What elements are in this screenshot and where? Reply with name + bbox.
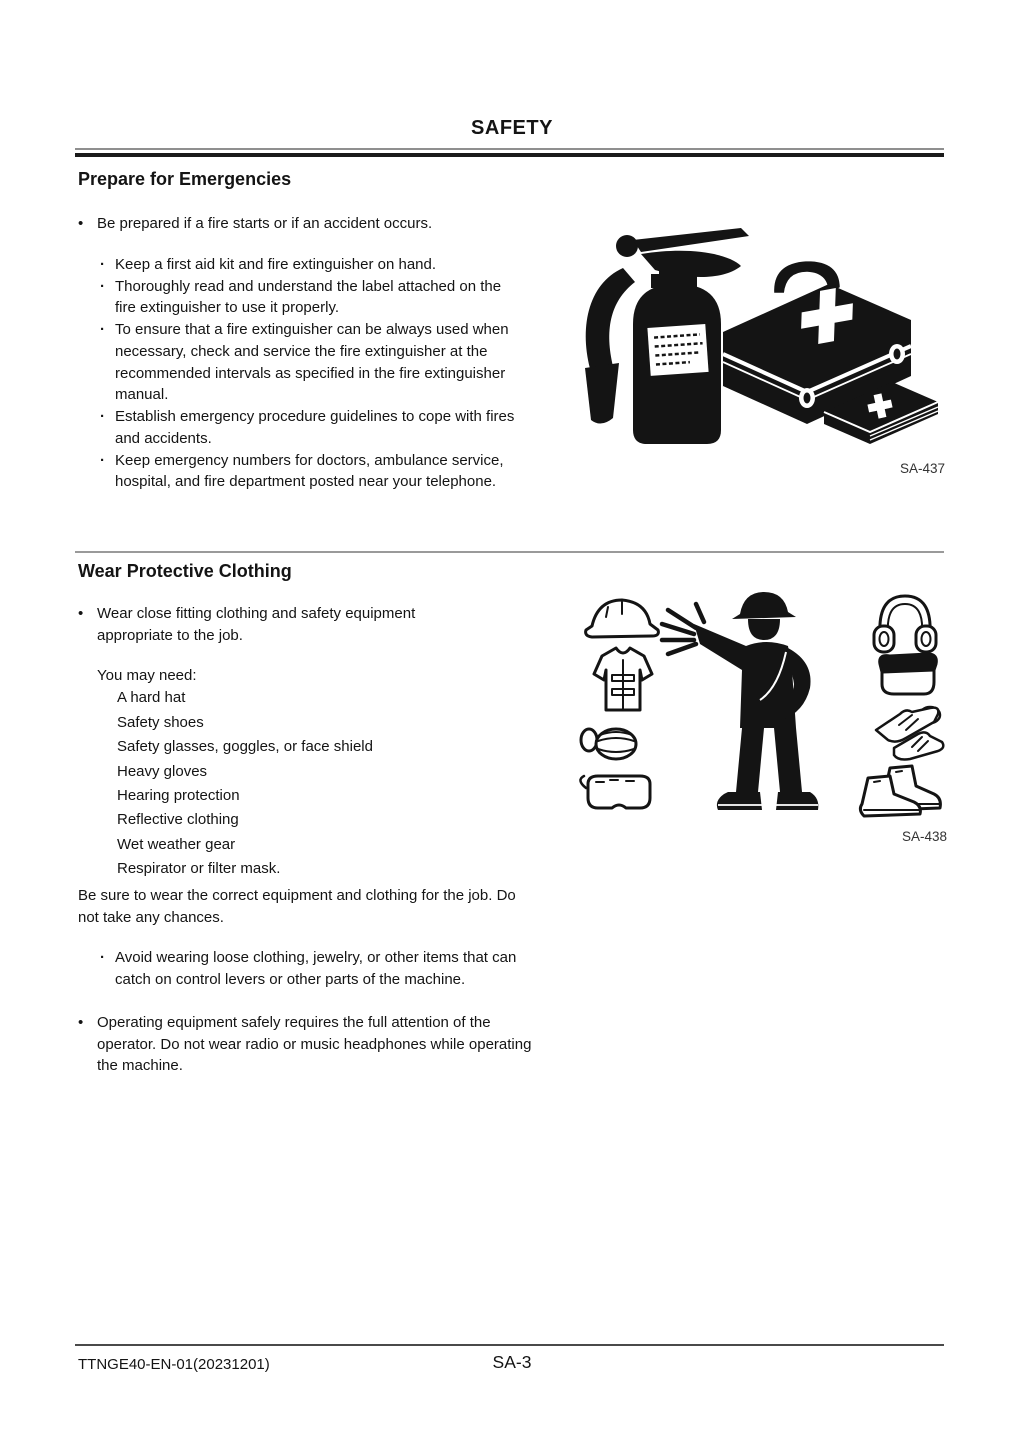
figure-sa-438 — [572, 586, 952, 829]
list-item: A hard hat — [117, 689, 186, 707]
list-item: Reflective clothing — [117, 811, 239, 829]
ear-muffs-icon — [874, 596, 936, 652]
sub-bullet-marker: · — [100, 255, 105, 273]
bullet-marker: • — [78, 215, 84, 232]
bullet-marker: • — [78, 1013, 84, 1031]
bullet-marker: • — [78, 605, 84, 622]
section-divider — [75, 551, 944, 553]
list-item: Heavy gloves — [117, 762, 208, 780]
page-title: SAFETY — [471, 117, 553, 139]
bullet-item — [78, 213, 556, 235]
list-item: Hearing protection — [117, 787, 240, 804]
figure-sa-437 — [561, 220, 951, 452]
sub-bullet-marker: · — [100, 277, 105, 295]
goggles-icon — [580, 776, 650, 808]
bullet-text: Operating equipment safely requires the full attention of the operator. Do not wear radio or music headphones while operating the machine. — [97, 1013, 532, 1075]
respirator-icon — [581, 729, 636, 759]
footer-page-number: SA-3 — [492, 1352, 532, 1372]
sub-bullet-text: Thoroughly read and understand the label attached on the fire extinguisher to use it properly. — [115, 277, 502, 317]
sub-bullet-marker: · — [100, 408, 105, 425]
need-intro: You may need: — [97, 666, 197, 684]
section-heading-wear-protective-clothing: Wear Protective Clothing — [78, 561, 292, 581]
safety-boots-icon — [860, 766, 940, 816]
emergencies-text-block — [78, 213, 556, 493]
list-item — [100, 319, 515, 406]
sub-bullet-marker: · — [100, 321, 105, 338]
sub-bullet-text: Establish emergency procedure guidelines to cope with fires and accidents. — [115, 408, 515, 447]
footer-divider — [75, 1344, 944, 1346]
list-item: Wet weather gear — [117, 835, 236, 853]
sub-bullet-marker: · — [100, 451, 105, 469]
be-sure-paragraph: Be sure to wear the correct equipment and clothing for the job. Do not take any chances. — [78, 886, 516, 926]
list-item — [100, 947, 528, 991]
clothing-text-block — [78, 603, 558, 1077]
safety-vest-icon — [594, 648, 652, 710]
bullet-text: Wear close fitting clothing and safety equipment appropriate to the job. — [97, 605, 416, 644]
title-divider — [75, 148, 944, 157]
emergencies-sub-list — [100, 254, 515, 493]
list-item — [100, 276, 515, 320]
sub-bullet-text: Keep a first aid kit and fire extinguisher on hand. — [115, 255, 437, 273]
figure-caption: SA-437 — [899, 461, 945, 476]
bullet-item — [78, 603, 558, 647]
list-item — [100, 254, 515, 276]
gloves-icon — [876, 707, 943, 760]
bullet-text: Be prepared if a fire starts or if an accident occurs. — [97, 215, 433, 232]
need-list — [117, 686, 558, 882]
list-item — [100, 406, 515, 450]
section-heading-prepare-for-emergencies: Prepare for Emergencies — [78, 169, 292, 189]
bullet-item — [78, 1012, 558, 1077]
list-item: Safety shoes — [117, 713, 204, 731]
list-item: Respirator or filter mask. — [117, 860, 281, 878]
sub-bullet-text: Avoid wearing loose clothing, jewelry, or other items that can catch on control levers or other parts of the machine. — [115, 949, 517, 988]
sub-bullet-text: To ensure that a fire extinguisher can be always used when necessary, check and service the fire extinguisher at the recommended intervals as specified in the fire extinguisher manual. — [115, 321, 509, 404]
footer-doc-code: TTNGE40-EN-01(20231201) — [78, 1356, 270, 1373]
figure-caption: SA-438 — [901, 829, 947, 844]
hard-hat-icon — [586, 600, 659, 637]
list-item: Safety glasses, goggles, or face shield — [117, 738, 373, 756]
worker-icon — [662, 592, 818, 810]
list-item — [100, 450, 515, 494]
sub-bullet-text: Keep emergency numbers for doctors, ambulance service, hospital, and fire department posted near your telephone. — [115, 451, 504, 491]
face-shield-icon — [880, 654, 937, 694]
sub-bullet-marker: · — [100, 949, 105, 967]
